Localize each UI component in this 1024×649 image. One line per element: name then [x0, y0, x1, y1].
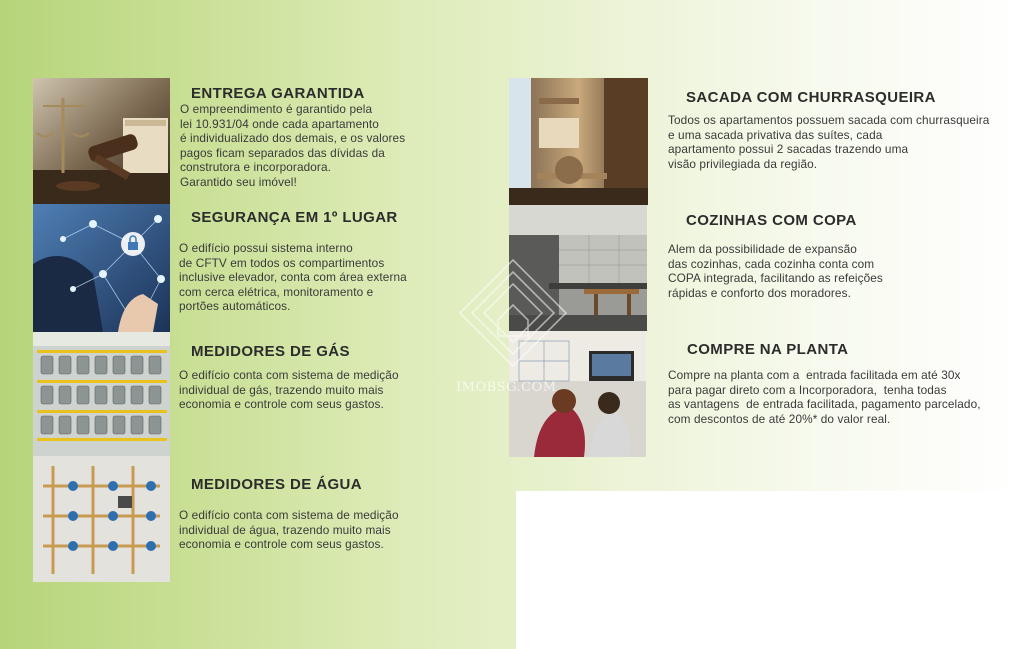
section-text-compre-planta: Compre na planta com a entrada facilitada em até 30x para pagar direto com a Incorporadora, tenha todas as vantagens de entrada facilitada, pagamento parcelado, com descontos de até 20%* do valor real. [668, 368, 981, 426]
section-text-medidores-gas: O edifício conta com sistema de medição individual de gás, trazendo muito mais economia e controle com seus gastos. [179, 368, 399, 412]
balcony-photo [509, 78, 648, 205]
watermark-text: IMOBSG.COM [456, 380, 557, 395]
section-title-seguranca: SEGURANÇA EM 1º LUGAR [191, 209, 398, 226]
water-meters-photo [33, 456, 170, 582]
security-lock-photo [33, 204, 170, 332]
section-title-entrega-garantida: ENTREGA GARANTIDA [191, 85, 365, 102]
section-title-medidores-gas: MEDIDORES DE GÁS [191, 343, 350, 360]
section-text-sacada: Todos os apartamentos possuem sacada com churrasqueira e uma sacada privativa das suítes, cada apartamento possui 2 sacadas trazendo uma visão privilegiada da região. [668, 113, 990, 171]
section-text-seguranca: O edifício possui sistema interno de CFTV em todos os compartimentos inclusive elevador, conta com área externa com cerca elétrica, monitoramento e portões automáticos. [179, 241, 407, 314]
section-title-medidores-agua: MEDIDORES DE ÁGUA [191, 476, 362, 493]
section-title-cozinhas: COZINHAS COM COPA [686, 212, 857, 229]
section-text-medidores-agua: O edifício conta com sistema de medição individual de água, trazendo muito mais economia e controle com seus gastos. [179, 508, 399, 552]
gavel-scale-photo [33, 78, 170, 204]
house-diamond-logo-icon [458, 258, 568, 398]
section-text-entrega-garantida: O empreendimento é garantido pela lei 10.931/04 onde cada apartamento é individualizado dos demais, e os valores pagos ficam separados das dívidas da construtora e incorporadora. Garantido seu imóvel! [180, 102, 406, 189]
section-title-sacada: SACADA COM CHURRASQUEIRA [686, 89, 936, 106]
white-panel [516, 491, 1024, 649]
section-text-cozinhas: Alem da possibilidade de expansão das cozinhas, cada cozinha conta com COPA integrada, facilitando as refeições rápidas e conforto dos moradores. [668, 242, 883, 300]
gas-meters-photo [33, 332, 170, 456]
section-title-compre-planta: COMPRE NA PLANTA [687, 341, 849, 358]
